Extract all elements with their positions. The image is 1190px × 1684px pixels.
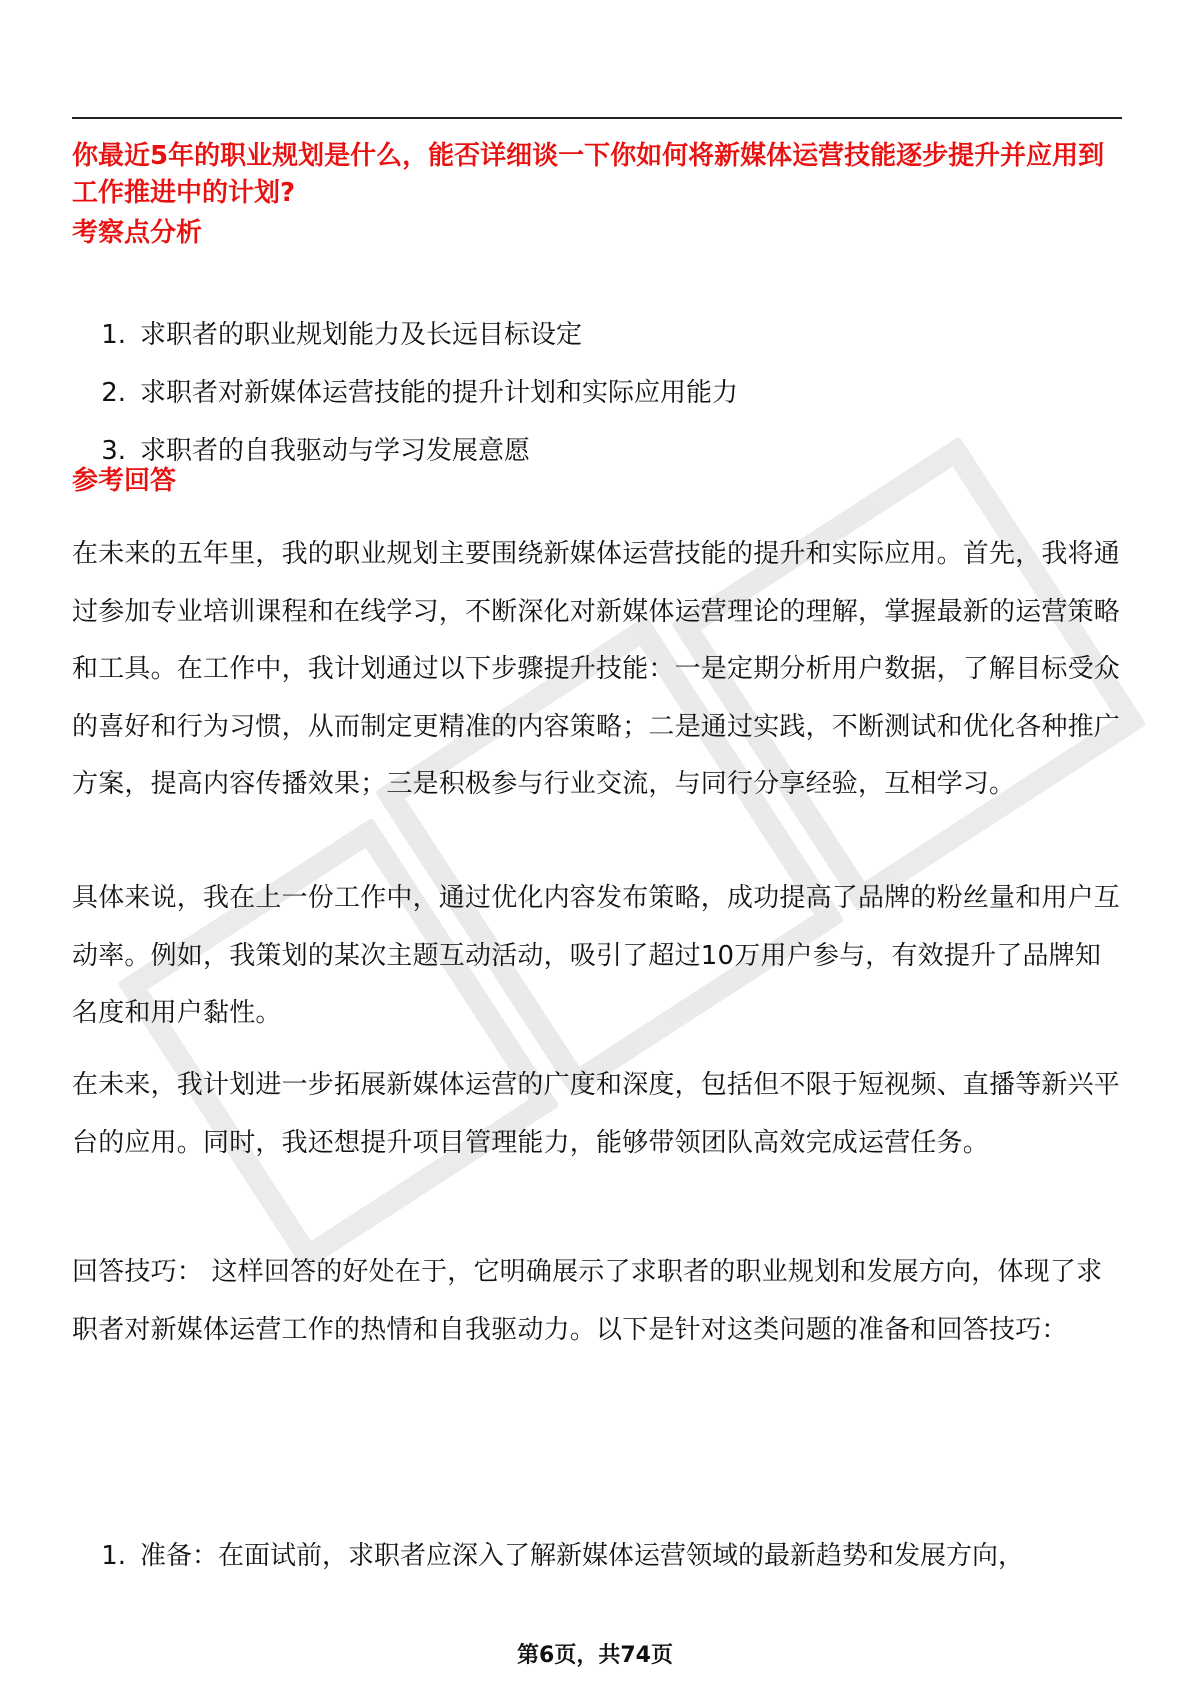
answer-tips-paragraph: 回答技巧： 这样回答的好处在于，它明确展示了求职者的职业规划和发展方向，体现了求职者对新媒体运营工作的热情和自我驱动力。以下是针对这类问题的准备和回答技巧： <box>72 1257 1103 1345</box>
answer-paragraph-2: 具体来说，我在上一份工作中，通过优化内容发布策略，成功提高了品牌的粉丝量和用户互动率。例如，我策划的某次主题互动活动，吸引了超过10万用户参与，有效提升了品牌知名度和用户黏性。 <box>72 883 1121 1028</box>
answer-paragraph-3: 在未来，我计划进一步拓展新媒体运营的广度和深度，包括但不限于短视频、直播等新兴平台的应用。同时，我还想提升项目管理能力，能够带领团队高效完成运营任务。 <box>72 1070 1121 1158</box>
answer-paragraph-1: 在未来的五年里，我的职业规划主要围绕新媒体运营技能的提升和实际应用。首先，我将通过参加专业培训课程和在线学习，不断深化对新媒体运营理论的理解，掌握最新的运营策略和工具。在工作中，我计划通过以下步骤提升技能：一是定期分析用户数据，了解目标受众的喜好和行为习惯，从而制定更精准的内容策略；二是通过实践，不断测试和优化各种推广方案，提高内容传播效果；三是积极参与行业交流，与同行分享经验，互相学习。 <box>72 539 1121 799</box>
top-rule <box>72 117 1122 119</box>
analysis-list <box>72 306 1122 480</box>
analysis-heading: 考察点分析 <box>72 218 203 248</box>
list-item: 3. 求职者的自我驱动与学习发展意愿 <box>101 436 531 466</box>
list-item: 1. 求职者的职业规划能力及长远目标设定 <box>101 320 583 350</box>
page-footer: 第6页，共74页 <box>517 1643 673 1668</box>
tips-list <box>72 1531 1132 1581</box>
list-item: 1. 准备：在面试前，求职者应深入了解新媒体运营领域的最新趋势和发展方向， <box>101 1541 1025 1571</box>
answer-heading: 参考回答 <box>72 466 177 496</box>
question-title: 你最近5年的职业规划是什么，能否详细谈一下你如何将新媒体运营技能逐步提升并应用到工作推进中的计划? <box>72 141 1105 208</box>
list-item: 2. 求职者对新媒体运营技能的提升计划和实际应用能力 <box>101 378 739 408</box>
